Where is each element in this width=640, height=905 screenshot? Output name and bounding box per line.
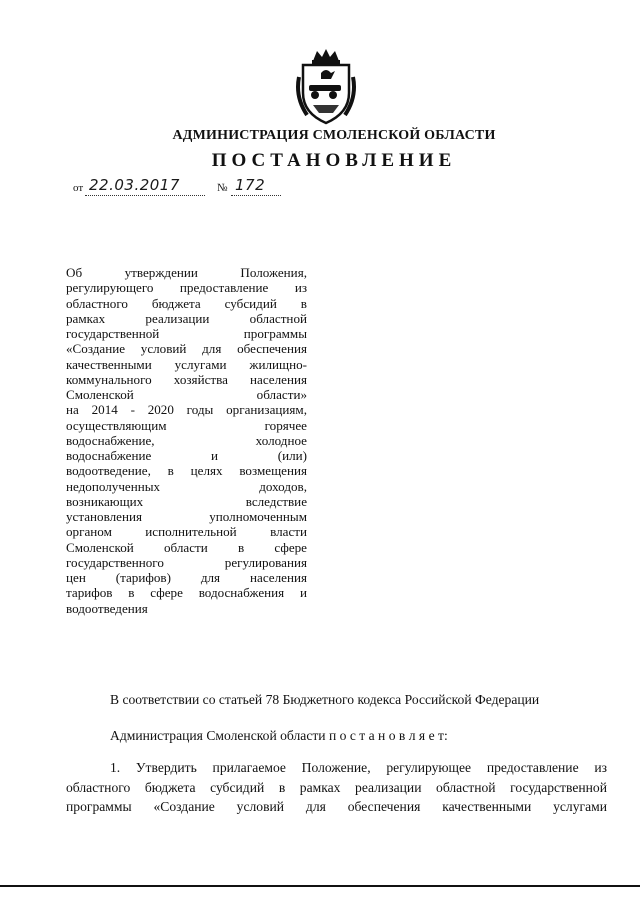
summary-line: на 2014 - 2020 годы организациям, (66, 402, 307, 418)
summary-line: тарифов в сфере водоснабжения и (66, 585, 307, 601)
summary-line: водоснабжение, холодное (66, 432, 307, 448)
summary-line: установления уполномоченным (66, 509, 307, 524)
summary-line: «Создание условий для обеспечения (66, 341, 307, 357)
summary-line: органом исполнительной власти (66, 524, 307, 540)
summary-line: областного бюджета субсидий в (66, 295, 307, 311)
summary-line: водоотведения (66, 600, 148, 616)
summary-line: государственного регулирования (66, 554, 307, 570)
summary-line: недополученных доходов, (66, 478, 307, 494)
item-1-line: программы «Создание условий для обеспечения качественными услугами (66, 799, 607, 814)
item-1-paragraph (66, 758, 607, 817)
summary-line: коммунального хозяйства населения (66, 371, 307, 387)
summary-line: водоснабжение и (или) (66, 448, 307, 463)
document-type-title: ПОСТАНОВЛЕНИЕ (211, 150, 457, 171)
item-1-line: областного бюджета субсидий в рамках реализации областной государственной (66, 779, 607, 795)
date-from-label: от (73, 182, 84, 194)
resolves-verb: п о с т а н о в л я е т: (328, 728, 448, 743)
summary-line: рамках реализации областной (66, 310, 307, 326)
handwritten-date: 22.03.2017 (89, 176, 180, 194)
summary-line: Смоленской области» (66, 387, 307, 402)
summary-line: государственной программы (66, 326, 307, 341)
summary-line: цен (тарифов) для населения (66, 570, 307, 585)
coat-of-arms-icon (293, 47, 359, 127)
summary-line: возникающих вследствие (66, 493, 307, 509)
summary-line: Об утверждении Положения, (66, 265, 307, 280)
date-number-line (73, 176, 313, 200)
resolves-subject: Администрация Смоленской области (110, 728, 326, 743)
resolution-summary (66, 265, 307, 616)
summary-line: качественными услугами жилищно- (66, 356, 307, 372)
legal-basis-paragraph: В соответствии со статьей 78 Бюджетного кодекса Российской Федерации (110, 692, 540, 707)
summary-line: осуществляющим горячее (66, 417, 307, 433)
item-1-line: 1. Утвердить прилагаемое Положение, регулирующее предоставление из (110, 760, 607, 775)
handwritten-number: 172 (235, 176, 266, 194)
number-underline (231, 195, 281, 196)
date-underline (85, 195, 205, 196)
resolves-paragraph (110, 728, 448, 744)
summary-line: Смоленской области в сфере (66, 539, 307, 555)
bottom-rule (0, 885, 640, 887)
summary-line: водоотведение, в целях возмещения (66, 463, 307, 479)
number-label: № (217, 182, 228, 194)
summary-line: регулирующего предоставление из (66, 280, 307, 296)
organization-title: АДМИНИСТРАЦИЯ СМОЛЕНСКОЙ ОБЛАСТИ (172, 128, 496, 143)
